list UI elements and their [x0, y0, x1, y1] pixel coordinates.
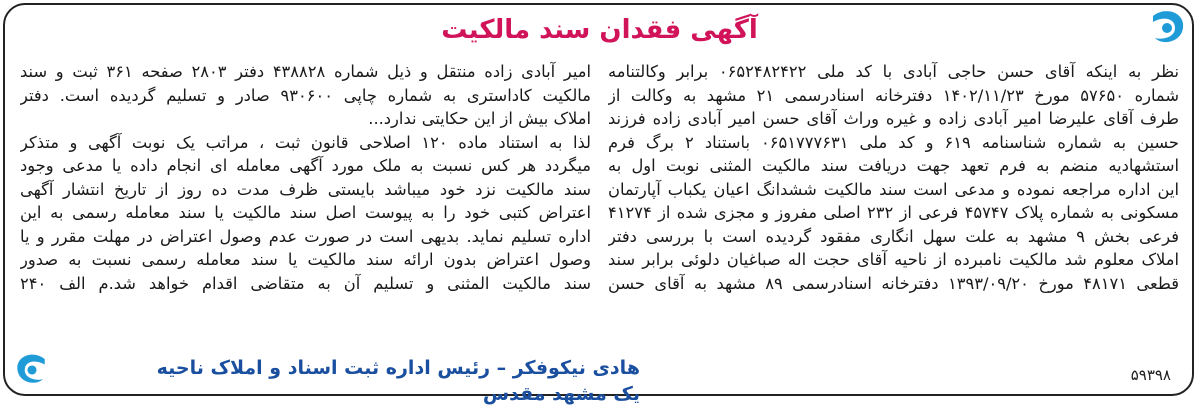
text-line: وصول اعتراض بدون ارائه سند مالکیت یا سند معامله رسمی نسبت به صدور: [20, 250, 591, 269]
text-line: سند مالکیت نزد خود میباشد بایستی ظرف مدت ده روز از تاریخ انتشار آگهی: [20, 179, 591, 199]
text-line: استشهادیه منضم به فرم تعهد جهت دریافت سند مالکیت المثنی نوبت اول به: [608, 156, 1179, 175]
text-line: حسین به شماره شناسنامه ۶۱۹ و کد ملی ۰۶۵۱۷۷۷۶۳۱ باستناد ۲ برگ فرم: [608, 132, 1179, 152]
text-line: میگردد هر کس نسبت به ملک مورد آگهی معامله ای انجام داده یا مدعی وجود: [20, 156, 591, 175]
text-line: سند مالکیت المثنی و تسلیم آن به متقاضی اقدام خواهد شد.م الف ۲۴۰: [20, 273, 591, 293]
text-line: لذا به استناد ماده ۱۲۰ اصلاحی قانون ثبت ، مراتب یک نوبت آگهی و متذکر: [20, 132, 591, 152]
text-line: مالکیت کاداستری به شماره چاپی ۹۳۰۶۰۰ صادر و تسلیم گردیده است. دفتر: [20, 85, 591, 105]
text-line: طرف آقای علیرضا امیر آبادی زاده و غیره وراث آقای حسن امیر آبادی زاده فرزند: [608, 109, 1179, 128]
text-line: اداره تسلیم نماید. بدیهی است در صورت عدم وصول اعتراض در مهلت مقرر و یا: [20, 226, 591, 246]
text-line: فرعی بخش ۹ مشهد به علت سهل انگاری مفقود گردیده است با بررسی دفتر: [608, 226, 1179, 246]
text-line: اعتراض کتبی خود را به پیوست اصل سند مالکیت یا سند معامله رسمی به این: [20, 203, 591, 222]
text-line: مسکونی به شماره پلاک ۴۵۷۴۷ فرعی از ۲۳۲ اصلی مفروز و مجزی شده از ۴۱۲۷۴: [608, 203, 1179, 222]
text-line: املاک معلوم شد مالکیت نامبرده از ناحیه آقای حجت اله صباغیان دلوئی برابر سند: [608, 250, 1179, 269]
text-line: املاک بیش از این حکایتی ندارد...: [368, 109, 591, 128]
text-line: قطعی ۴۸۱۷۱ مورخ ۱۳۹۳/۰۹/۲۰ دفترخانه اسنادرسمی ۸۹ مشهد به آقای حسن: [608, 273, 1179, 293]
body-right-column: [608, 60, 1179, 295]
body-left-column: [20, 60, 591, 295]
text-line: این اداره مراجعه نموده و مدعی است سند مالکیت ششدانگ اعیان یکباب آپارتمان: [608, 179, 1179, 199]
text-line: امیر آبادی زاده منتقل و ذیل شماره ۴۳۸۸۲۸ دفتر ۲۸۰۳ صفحه ۳۶۱ ثبت و سند: [20, 62, 591, 81]
ad-code: ۵۹۳۹۸: [1130, 366, 1171, 384]
notice-title: آگهی فقدان سند مالکیت: [441, 15, 758, 45]
text-line: نظر به اینکه آقای حسن حاجی آبادی با کد ملی ۰۶۵۲۴۸۲۴۲۲ برابر وکالتنامه: [608, 62, 1179, 81]
bottom-logo-icon: [12, 350, 52, 390]
text-line: شماره ۵۷۶۵۰ مورخ ۱۴۰۲/۱۱/۲۳ دفترخانه اسنادرسمی ۲۱ مشهد به وکالت از: [608, 85, 1179, 105]
signature-line: هادی نیکوفکر – رئیس اداره ثبت اسناد و املاک ناحیه یک مشهد مقدس: [156, 357, 640, 405]
